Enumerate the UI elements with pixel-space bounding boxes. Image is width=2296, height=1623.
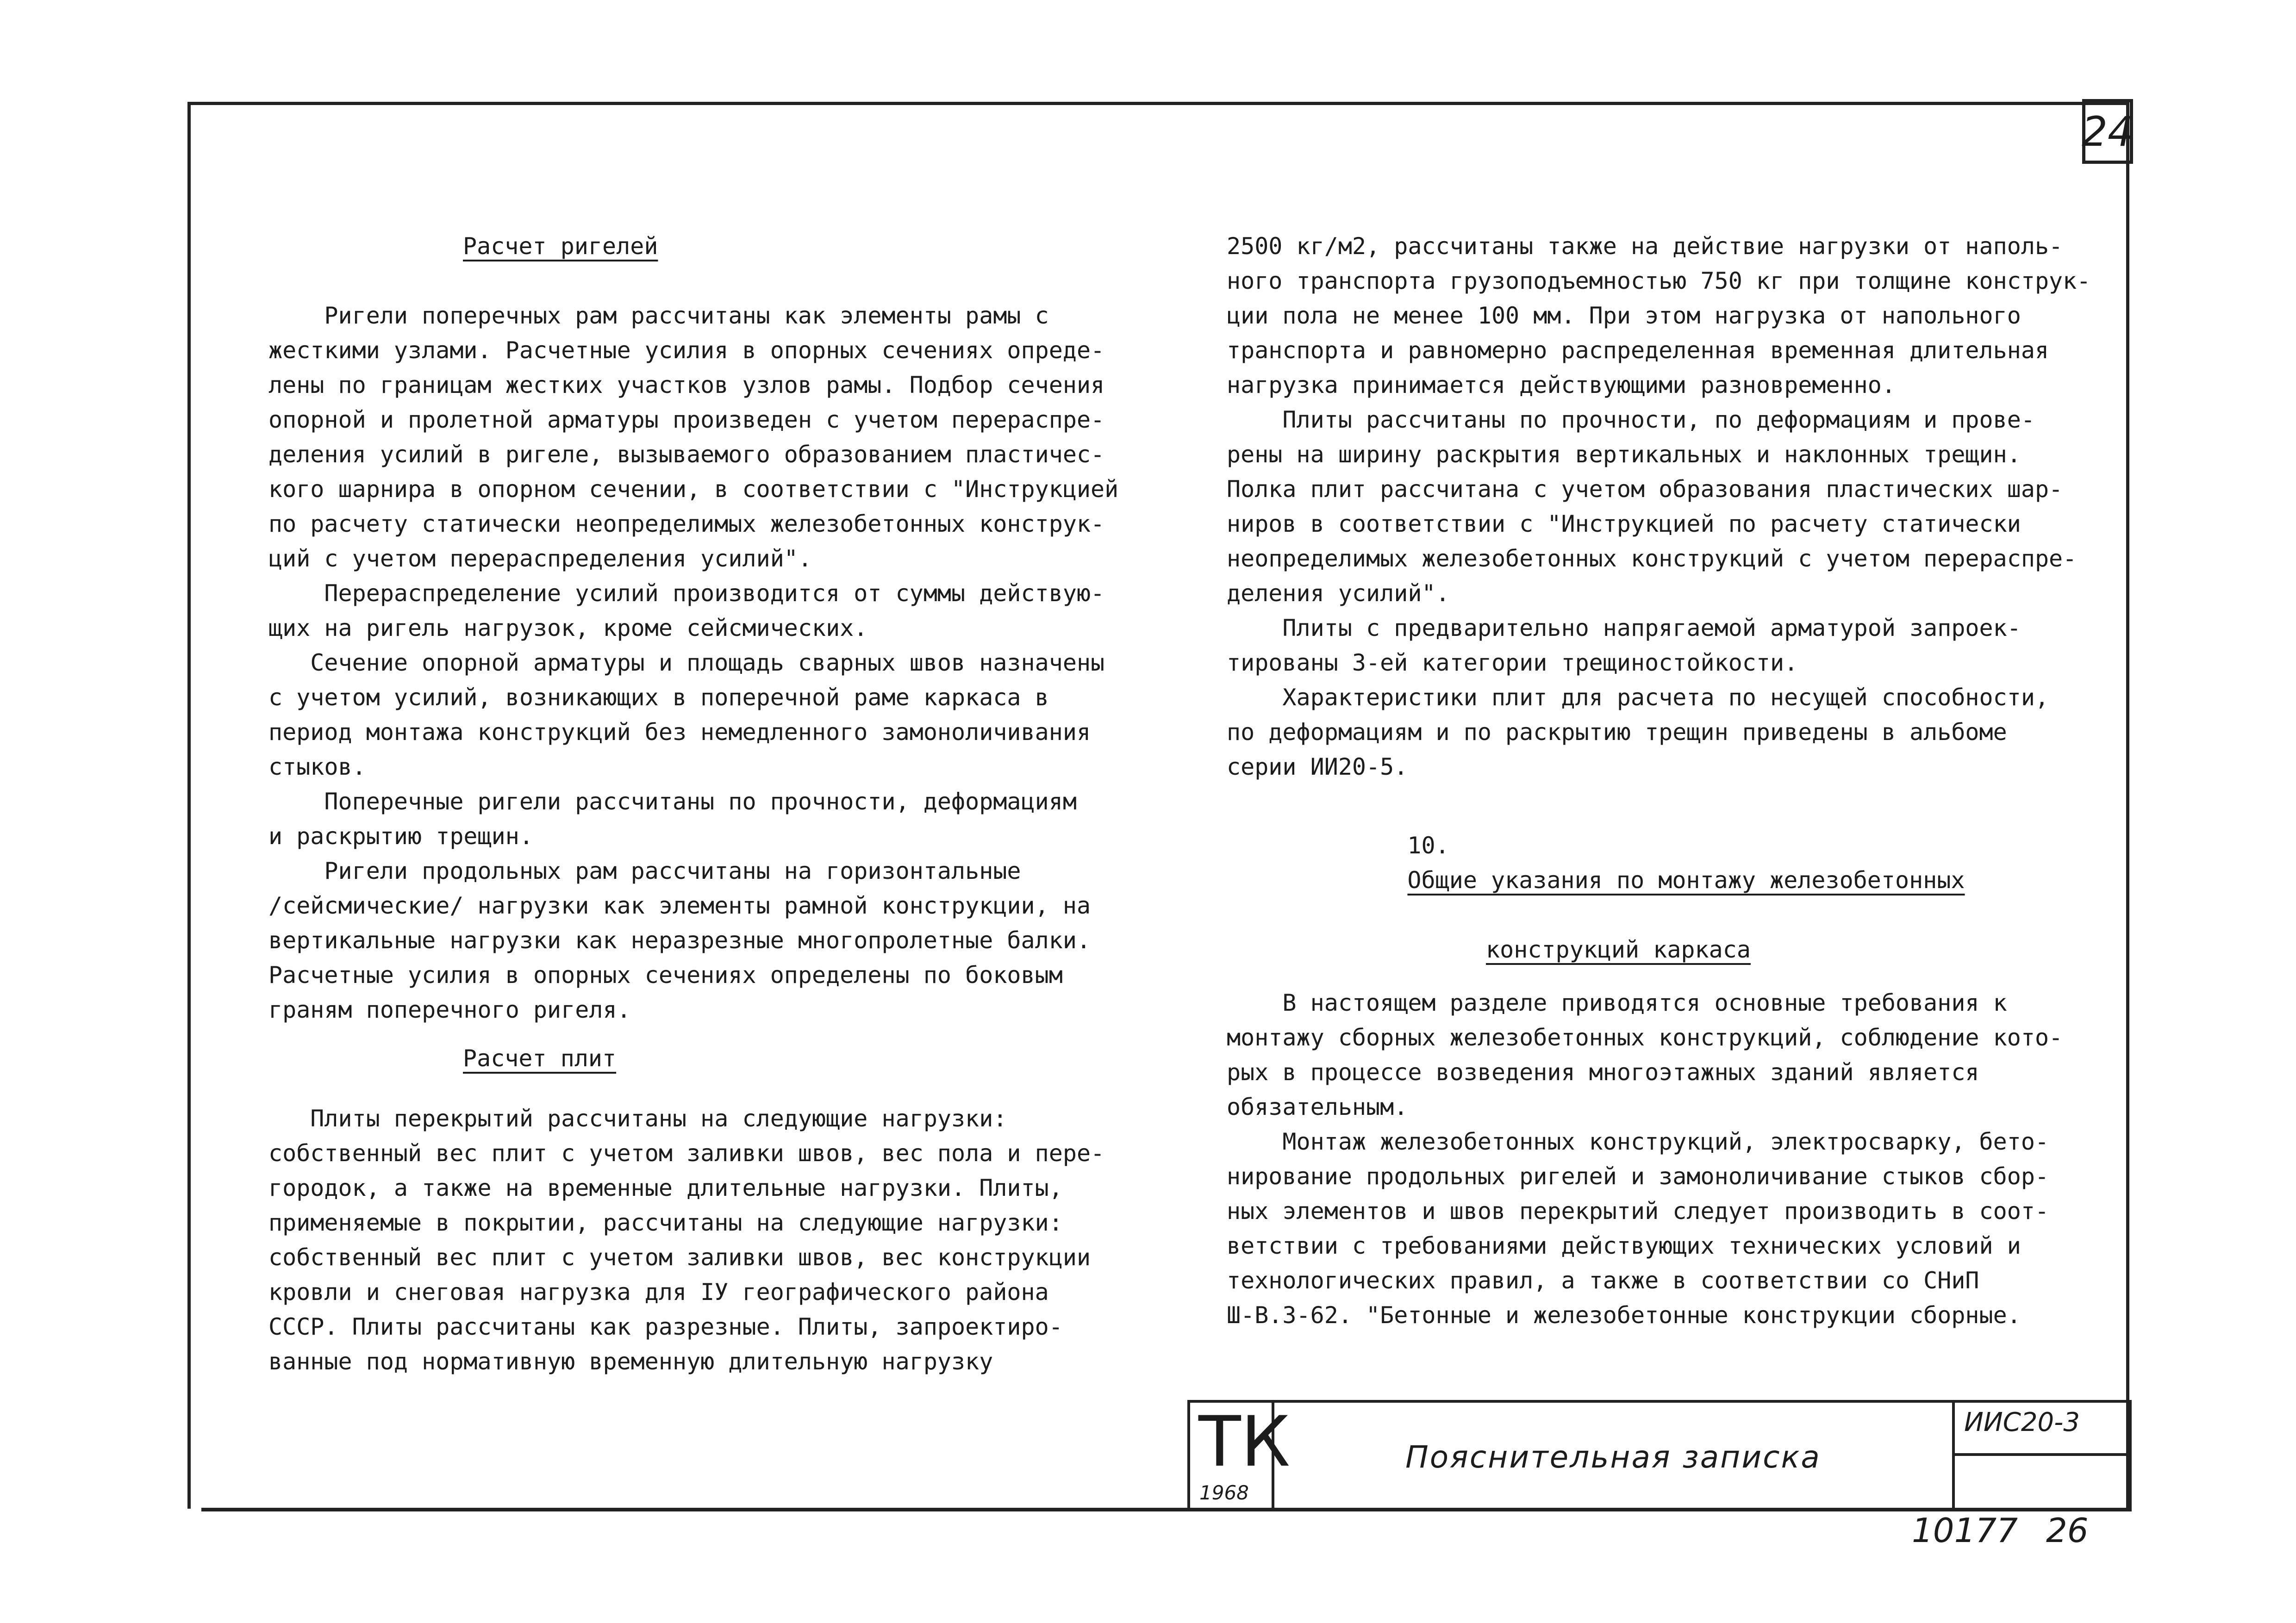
left-column xyxy=(268,229,1129,1379)
document-title: Пояснительная записка xyxy=(1274,1403,1955,1511)
paragraph: В настоящем разделе приводятся основные требования к монтажу сборных железобетонных конструкций, соблюдение кото- рых в процессе возведения многоэтажных зданий является обязательным. xyxy=(1227,989,2063,1120)
tk-logo: ТК xyxy=(1198,1402,1291,1482)
paragraph: Монтаж железобетонных конструкций, электросварку, бето- нирование продольных ригелей и замоноличивание стыков сбор- ных элементов и швов перекрытий следует производить в соот- ветствии с требованиями действующих технических условий и технологических правил, а также в соответствии со СНиП Ш-В.3-62. "Бетонные и железобетонные конструкции сборные. xyxy=(1227,1128,2049,1329)
section-heading-line2: конструкций каркаса xyxy=(1486,936,1751,963)
paragraph: Характеристики плит для расчета по несущей способности, по деформациям и по раскрытию трещин приведены в альбоме серии ИИ20-5. xyxy=(1227,684,2049,780)
title-block xyxy=(1187,1400,2132,1511)
paragraph: Поперечные ригели рассчитаны по прочности, деформациям и раскрытию трещин. xyxy=(268,788,1077,850)
series-code: ИИС20-3 xyxy=(1955,1403,2129,1456)
section-number: 10. xyxy=(1407,832,1449,859)
sheet-number: 24 xyxy=(2082,99,2133,164)
logo-year: 1968 xyxy=(1199,1481,1249,1504)
heading-plity: Расчет плит xyxy=(463,1045,617,1072)
archive-number: 10177 xyxy=(1912,1511,2018,1550)
paragraph: Ригели продольных рам рассчитаны на горизонтальные /сейсмические/ нагрузки как элементы рамной конструкции, на вертикальные нагрузки как неразрезные многопролетные балки. Расчетные усилия в опорных сечениях определены по боковым граням поперечного ригеля. xyxy=(268,858,1091,1023)
title-block-logo xyxy=(1190,1402,1291,1511)
paragraph: 2500 кг/м2, рассчитаны также на действие нагрузки от наполь- ного транспорта грузоподъемностью 750 кг при толщине конструк- ции пола не менее 100 мм. При этом нагрузка от напольного транспорта и равномерно распределенная временная длительная нагрузка принимается действующими разновременно. xyxy=(1227,233,2091,398)
page-number: 26 xyxy=(2046,1511,2089,1550)
paragraph: Сечение опорной арматуры и площадь сварных швов назначены с учетом усилий, возникающих в поперечной раме каркаса в период монтажа конструкций без немедленного замоноличивания стыков. xyxy=(268,649,1105,780)
heading-rigeli: Расчет ригелей xyxy=(463,233,658,260)
paragraph: Плиты с предварительно напрягаемой арматурой запроек- тированы 3-ей категории трещиностойкости. xyxy=(1227,615,2021,676)
paragraph: Ригели поперечных рам рассчитаны как элементы рамы с жесткими узлами. Расчетные усилия в опорных сечениях опреде- лены по границам жестких участков узлов рамы. Подбор сечения опорной и пролетной арматуры произведен с учетом перераспре- деления усилий в ригеле, вызываемого образованием пластичес- кого шарнира в опорном сечении, в соответствии с "Инструкцией по расчету статически неопределимых железобетонных конструк- ций с учетом перераспределения усилий". xyxy=(268,302,1119,572)
paragraph: Перераспределение усилий производится от суммы действую- щих на ригель нагрузок, кроме сейсмических. xyxy=(268,580,1105,641)
section-title-line1: Общие указания по монтажу железобетонных xyxy=(1407,867,1965,894)
section-heading xyxy=(1352,794,2106,933)
right-column xyxy=(1227,229,2106,1333)
paragraph: Плиты рассчитаны по прочности, по деформациям и прове- рены на ширину раскрытия вертикальных и наклонных трещин. Полка плит рассчитана с учетом образования пластических шар- ниров в соответствии с "Инструкцией по расчету статически неопределимых железобетонных конструкций с учетом перераспре- деления усилий". xyxy=(1227,406,2077,607)
paragraph: Плиты перекрытий рассчитаны на следующие нагрузки: собственный вес плит с учетом заливки швов, вес пола и пере- городок, а также на временные длительные нагрузки. Плиты, применяемые в покрытии, рассчитаны на следующие нагрузки: собственный вес плит с учетом заливки швов, вес конструкции кровли и снеговая нагрузка для IУ географического района СССР. Плиты рассчитаны как разрезные. Плиты, запроектиро- ванные под нормативную временную длительную нагрузку xyxy=(268,1105,1105,1375)
